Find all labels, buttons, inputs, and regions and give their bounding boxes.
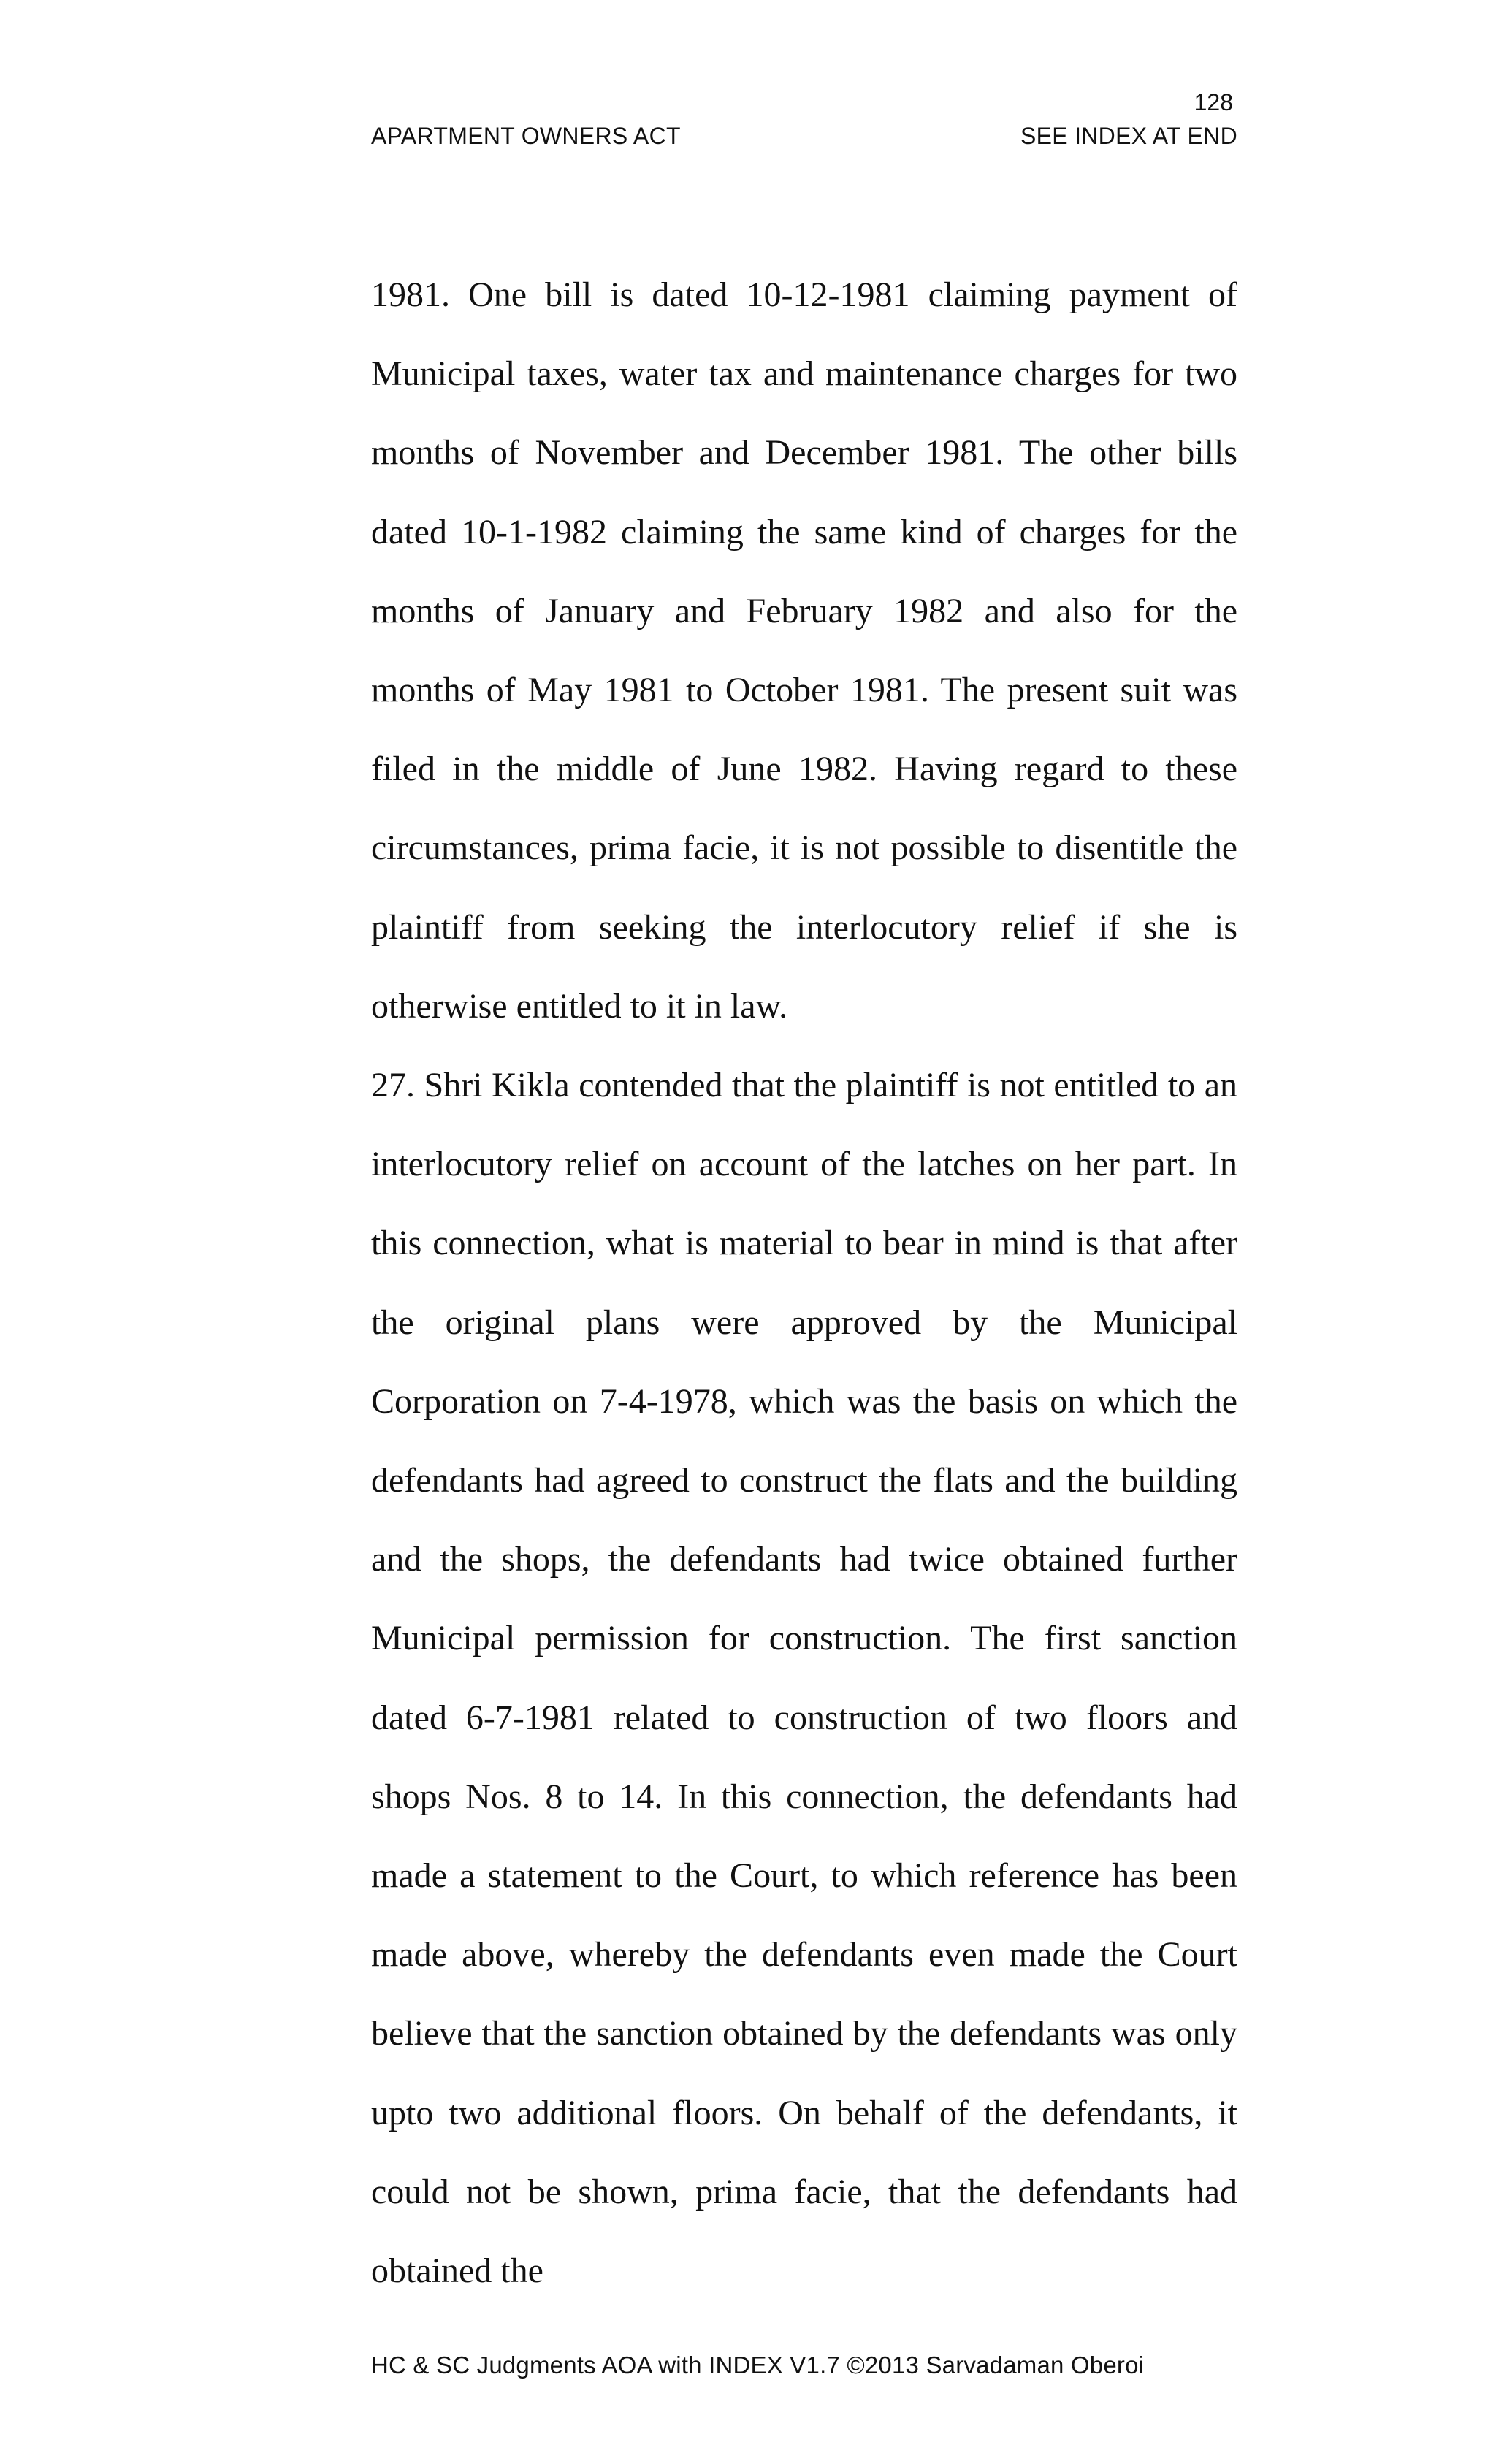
page-number: 128 — [1194, 89, 1233, 115]
paragraph: 27. Shri Kikla contended that the plaintiff is not entitled to an interlocutory relief on account of the latches on her part. In this connection, what is material to bear in mind is that after the original plans were approved by the Municipal Corporation on 7-4-1978, which was the basis on which the defendants had agreed to construct the flats and the building and the shops, the defendants had twice obtained further Municipal permission for construction. The first sanction dated 6-7-1981 related to construction of two floors and shops Nos. 8 to 14. In this connection, the defendants had made a statement to the Court, to which reference has been made above, whereby the defendants even made the Court believe that the sanction obtained by the defendants was only upto two additional floors. On behalf of the defendants, it could not be shown, prima facie, that the defendants had obtained the — [371, 1066, 1237, 2291]
paragraph: 1981. One bill is dated 10-12-1981 claiming payment of Municipal taxes, water tax and maintenance charges for two months of November and December 1981. The other bills dated 10-1-1982 claiming the same kind of charges for the months of January and February 1982 and also for the months of May 1981 to October 1981. The present suit was filed in the middle of June 1982. Having regard to these circumstances, prima facie, it is not possible to disentitle the plaintiff from seeking the interlocutory relief if she is otherwise entitled to it in law. — [371, 275, 1237, 1026]
running-header — [371, 121, 1237, 150]
header-index-note: SEE INDEX AT END — [1020, 123, 1237, 149]
judgment-body — [371, 256, 1237, 2311]
page-footer: HC & SC Judgments AOA with INDEX V1.7 ©2013 Sarvadaman Oberoi — [371, 2352, 1145, 2379]
header-title: APARTMENT OWNERS ACT — [371, 123, 681, 149]
